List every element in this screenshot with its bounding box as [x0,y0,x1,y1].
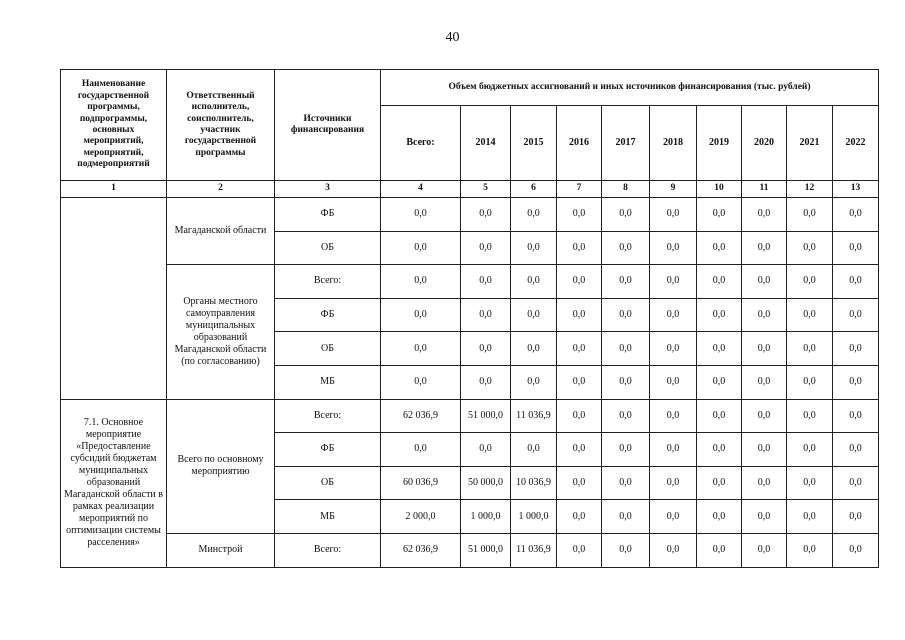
value-cell: 0,0 [833,500,879,534]
value-cell: 0,0 [787,399,833,433]
value-cell: 0,0 [650,533,697,567]
value-cell: 0,0 [742,500,787,534]
value-cell: 0,0 [650,365,697,399]
header-year: 2020 [742,106,787,181]
column-number: 7 [557,181,602,198]
column-number: 11 [742,181,787,198]
value-cell: 0,0 [697,265,742,299]
value-cell: 11 036,9 [511,399,557,433]
source-cell: Всего: [275,265,381,299]
value-cell: 0,0 [557,332,602,366]
value-cell: 0,0 [697,500,742,534]
value-cell: 0,0 [787,466,833,500]
value-cell: 0,0 [742,332,787,366]
value-cell: 0,0 [381,265,461,299]
value-cell: 0,0 [742,533,787,567]
program-name-cell [61,198,167,400]
value-cell: 0,0 [650,433,697,467]
column-number: 6 [511,181,557,198]
column-number: 10 [697,181,742,198]
value-cell: 1 000,0 [461,500,511,534]
value-cell: 0,0 [742,198,787,232]
value-cell: 0,0 [742,265,787,299]
value-cell: 0,0 [787,298,833,332]
value-cell: 0,0 [833,265,879,299]
value-cell: 0,0 [461,332,511,366]
table-row [61,265,879,299]
header-year: 2022 [833,106,879,181]
value-cell: 0,0 [833,433,879,467]
value-cell: 0,0 [787,433,833,467]
header-year: 2019 [697,106,742,181]
source-cell: ФБ [275,433,381,467]
value-cell: 0,0 [742,399,787,433]
value-cell: 0,0 [381,365,461,399]
header-year: 2014 [461,106,511,181]
value-cell: 0,0 [381,433,461,467]
value-cell: 0,0 [650,332,697,366]
value-cell: 0,0 [650,298,697,332]
value-cell: 0,0 [742,231,787,265]
executor-cell: Всего по основному мероприятию [167,399,275,533]
value-cell: 0,0 [602,433,650,467]
value-cell: 62 036,9 [381,533,461,567]
value-cell: 60 036,9 [381,466,461,500]
value-cell: 0,0 [650,399,697,433]
value-cell: 0,0 [511,298,557,332]
value-cell: 0,0 [602,332,650,366]
value-cell: 0,0 [557,399,602,433]
table-row [61,399,879,433]
value-cell: 51 000,0 [461,399,511,433]
value-cell: 0,0 [602,466,650,500]
budget-table [60,69,879,568]
value-cell: 0,0 [511,365,557,399]
value-cell: 0,0 [557,533,602,567]
column-number: 8 [602,181,650,198]
value-cell: 0,0 [650,466,697,500]
value-cell: 2 000,0 [381,500,461,534]
value-cell: 0,0 [461,298,511,332]
column-number: 12 [787,181,833,198]
column-number: 2 [167,181,275,198]
value-cell: 0,0 [742,365,787,399]
column-number: 5 [461,181,511,198]
header-year: 2021 [787,106,833,181]
header-total: Всего: [381,106,461,181]
header-year: 2018 [650,106,697,181]
header-program-name: Наименование государственной программы, подпрограммы, основных мероприятий, мероприятий, подмероприятий [61,70,167,181]
value-cell: 0,0 [697,231,742,265]
value-cell: 0,0 [742,298,787,332]
value-cell: 0,0 [787,198,833,232]
value-cell: 0,0 [381,231,461,265]
column-number: 3 [275,181,381,198]
value-cell: 0,0 [557,231,602,265]
value-cell: 0,0 [602,231,650,265]
value-cell: 0,0 [697,332,742,366]
value-cell: 51 000,0 [461,533,511,567]
value-cell: 0,0 [461,365,511,399]
value-cell: 0,0 [557,198,602,232]
value-cell: 0,0 [650,265,697,299]
value-cell: 0,0 [557,500,602,534]
value-cell: 0,0 [602,533,650,567]
value-cell: 0,0 [697,433,742,467]
value-cell: 0,0 [787,365,833,399]
column-number: 1 [61,181,167,198]
executor-cell: Органы местного самоуправления муниципальных образований Магаданской области (по согласованию) [167,265,275,399]
value-cell: 0,0 [602,298,650,332]
value-cell: 0,0 [833,231,879,265]
value-cell: 0,0 [697,533,742,567]
value-cell: 0,0 [381,332,461,366]
value-cell: 0,0 [602,399,650,433]
value-cell: 10 036,9 [511,466,557,500]
source-cell: ФБ [275,198,381,232]
value-cell: 0,0 [787,265,833,299]
header-funding-volume: Объем бюджетных ассигнований и иных источников финансирования (тыс. рублей) [381,70,879,106]
value-cell: 0,0 [557,265,602,299]
value-cell: 0,0 [511,433,557,467]
value-cell: 11 036,9 [511,533,557,567]
value-cell: 0,0 [461,265,511,299]
source-cell: МБ [275,365,381,399]
value-cell: 0,0 [833,399,879,433]
table-row [61,533,879,567]
value-cell: 0,0 [697,399,742,433]
value-cell: 62 036,9 [381,399,461,433]
value-cell: 0,0 [511,231,557,265]
value-cell: 0,0 [650,198,697,232]
source-cell: ОБ [275,332,381,366]
header-year: 2017 [602,106,650,181]
value-cell: 0,0 [461,198,511,232]
value-cell: 0,0 [742,466,787,500]
value-cell: 0,0 [697,466,742,500]
header-row-top [61,70,879,106]
value-cell: 0,0 [511,332,557,366]
value-cell: 0,0 [833,332,879,366]
value-cell: 0,0 [833,466,879,500]
value-cell: 0,0 [511,265,557,299]
value-cell: 0,0 [787,332,833,366]
value-cell: 0,0 [742,433,787,467]
value-cell: 0,0 [381,298,461,332]
value-cell: 0,0 [787,533,833,567]
value-cell: 0,0 [557,466,602,500]
value-cell: 0,0 [602,198,650,232]
value-cell: 0,0 [602,500,650,534]
value-cell: 1 000,0 [511,500,557,534]
value-cell: 0,0 [557,365,602,399]
value-cell: 50 000,0 [461,466,511,500]
value-cell: 0,0 [697,365,742,399]
value-cell: 0,0 [602,265,650,299]
source-cell: Всего: [275,399,381,433]
column-number: 9 [650,181,697,198]
source-cell: МБ [275,500,381,534]
source-cell: ОБ [275,466,381,500]
header-sources: Источники финансирования [275,70,381,181]
source-cell: Всего: [275,533,381,567]
value-cell: 0,0 [602,365,650,399]
executor-cell: Магаданской области [167,198,275,265]
value-cell: 0,0 [650,500,697,534]
column-number: 4 [381,181,461,198]
value-cell: 0,0 [833,298,879,332]
column-number-row [61,181,879,198]
value-cell: 0,0 [461,433,511,467]
value-cell: 0,0 [511,198,557,232]
column-number: 13 [833,181,879,198]
value-cell: 0,0 [461,231,511,265]
value-cell: 0,0 [833,198,879,232]
table-row [61,198,879,232]
page-number: 40 [445,30,460,45]
source-cell: ОБ [275,231,381,265]
source-cell: ФБ [275,298,381,332]
value-cell: 0,0 [697,298,742,332]
value-cell: 0,0 [833,533,879,567]
value-cell: 0,0 [787,231,833,265]
value-cell: 0,0 [697,198,742,232]
value-cell: 0,0 [557,298,602,332]
executor-cell: Минстрой [167,533,275,567]
header-year: 2016 [557,106,602,181]
value-cell: 0,0 [787,500,833,534]
value-cell: 0,0 [650,231,697,265]
header-year: 2015 [511,106,557,181]
value-cell: 0,0 [557,433,602,467]
value-cell: 0,0 [833,365,879,399]
header-executor: Ответственный исполнитель, соисполнитель, участник государственной программы [167,70,275,181]
value-cell: 0,0 [381,198,461,232]
program-name-cell: 7.1. Основное мероприятие «Предоставление субсидий бюджетам муниципальных образований Магаданской области в рамках реализации мероприятий по оптимизации системы расселения» [61,399,167,567]
